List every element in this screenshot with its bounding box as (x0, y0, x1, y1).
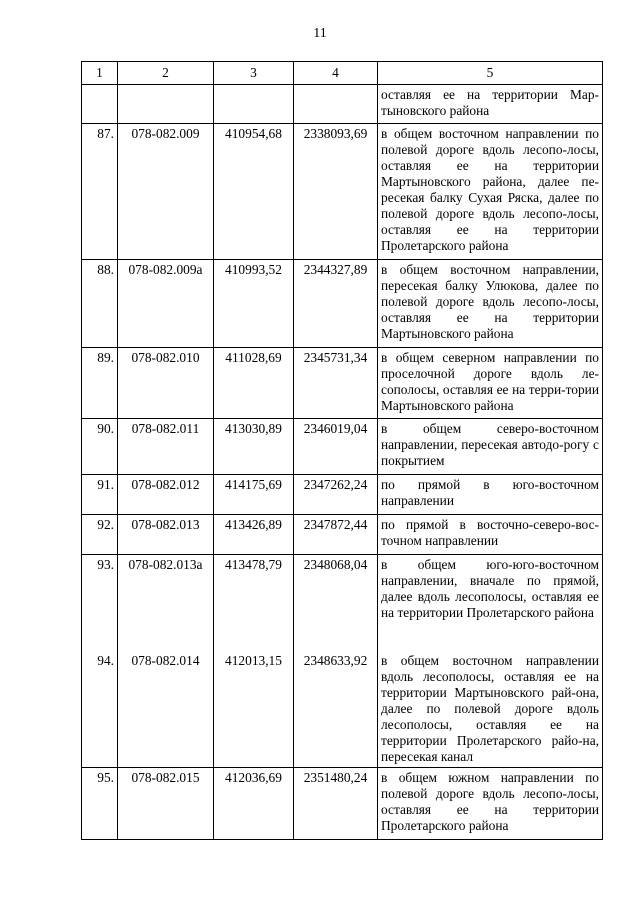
y-coordinate: 2351480,24 (294, 768, 378, 840)
column-header-y: 4 (294, 62, 378, 85)
point-code: 078-082.014 (131, 653, 200, 668)
row-number: 88. (82, 260, 118, 348)
boundary-description: в общем восточном направлении, пересекая балку Улюкова, далее по полевой дороге вдоль лесопо-лосы, оставляя ее на территории Мартыновского района (378, 260, 603, 348)
point-code: 078-082.013а (128, 557, 203, 572)
row-number: 92. (82, 515, 118, 555)
x-coordinate: 410993,52 (214, 260, 294, 348)
table-row (82, 260, 603, 348)
x-coordinate: 413030,89 (214, 419, 294, 475)
point-code: 078-082.013 (118, 515, 214, 555)
table-row (82, 515, 603, 555)
boundary-description: в общем юго-юго-восточном направлении, вначале по прямой, далее вдоль лесополосы, оставляя ее на территории Пролетарского района (381, 557, 599, 620)
boundary-description: по прямой в юго-восточном направлении (378, 475, 603, 515)
row-number: 87. (82, 124, 118, 260)
x-coordinate: 413478,79 (225, 557, 282, 572)
boundary-description: в общем восточном направлении по полевой дороге вдоль лесопо-лосы, оставляя ее на территории Мартыновского района, далее пе-ресекая балку Сухая Ряска, далее по полевой дороге вдоль лесопо-лосы, оставляя ее на территории Пролетарского района (378, 124, 603, 260)
y-coordinate: 2345731,34 (294, 348, 378, 419)
point-code: 078-082.009 (118, 124, 214, 260)
point-code: 078-082.012 (118, 475, 214, 515)
boundary-description: по прямой в восточно-северо-вос-точном направлении (378, 515, 603, 555)
boundary-description: в общем южном направлении по полевой дороге вдоль лесопо-лосы, оставляя ее на территории Пролетарского района (378, 768, 603, 840)
boundary-description: в общем восточном направлении вдоль лесополосы, оставляя ее на территории Мартыновского рай-она, далее по полевой дороге вдоль лесополосы, оставляя ее на территории Пролетарского райо-на, пересекая канал (381, 653, 599, 764)
y-coordinate: 2346019,04 (294, 419, 378, 475)
x-coordinate: 411028,69 (214, 348, 294, 419)
table-row (82, 124, 603, 260)
table-row (82, 475, 603, 515)
point-code: 078-082.010 (118, 348, 214, 419)
point-code: 078-082.011 (118, 419, 214, 475)
y-coordinate: 2348633,92 (303, 653, 368, 668)
x-coordinate: 412036,69 (214, 768, 294, 840)
point-code: 078-082.009а (118, 260, 214, 348)
row-number: 89. (82, 348, 118, 419)
table-row (82, 348, 603, 419)
column-header-number: 1 (82, 62, 118, 85)
boundary-description: в общем северо-восточном направлении, пересекая автодо-рогу с покрытием (378, 419, 603, 475)
x-coordinate: 413426,89 (214, 515, 294, 555)
y-coordinate: 2347872,44 (294, 515, 378, 555)
table-row (82, 555, 603, 768)
x-coordinate: 414175,69 (214, 475, 294, 515)
continuation-description: оставляя ее на территории Мар-тыновского района (378, 85, 603, 124)
table-row (82, 419, 603, 475)
x-coordinate: 410954,68 (214, 124, 294, 260)
x-coordinate: 412013,15 (225, 653, 282, 668)
table-row (82, 768, 603, 840)
table-row-continuation (82, 85, 603, 124)
row-number: 95. (82, 768, 118, 840)
row-number: 90. (82, 419, 118, 475)
point-code: 078-082.015 (118, 768, 214, 840)
page-number: 11 (313, 26, 327, 41)
boundary-description: в общем северном направлении по проселочной дороге вдоль ле-сополосы, оставляя ее на терри-тории Мартыновского района (378, 348, 603, 419)
column-header-x: 3 (214, 62, 294, 85)
column-header-code: 2 (118, 62, 214, 85)
column-header-description: 5 (378, 62, 603, 85)
row-number: 94. (97, 653, 114, 668)
y-coordinate: 2338093,69 (294, 124, 378, 260)
row-number: 93. (97, 557, 114, 572)
y-coordinate: 2348068,04 (303, 557, 368, 572)
y-coordinate: 2347262,24 (294, 475, 378, 515)
y-coordinate: 2344327,89 (294, 260, 378, 348)
row-number: 91. (82, 475, 118, 515)
boundary-points-table (81, 61, 603, 840)
table-header-row (82, 62, 603, 85)
